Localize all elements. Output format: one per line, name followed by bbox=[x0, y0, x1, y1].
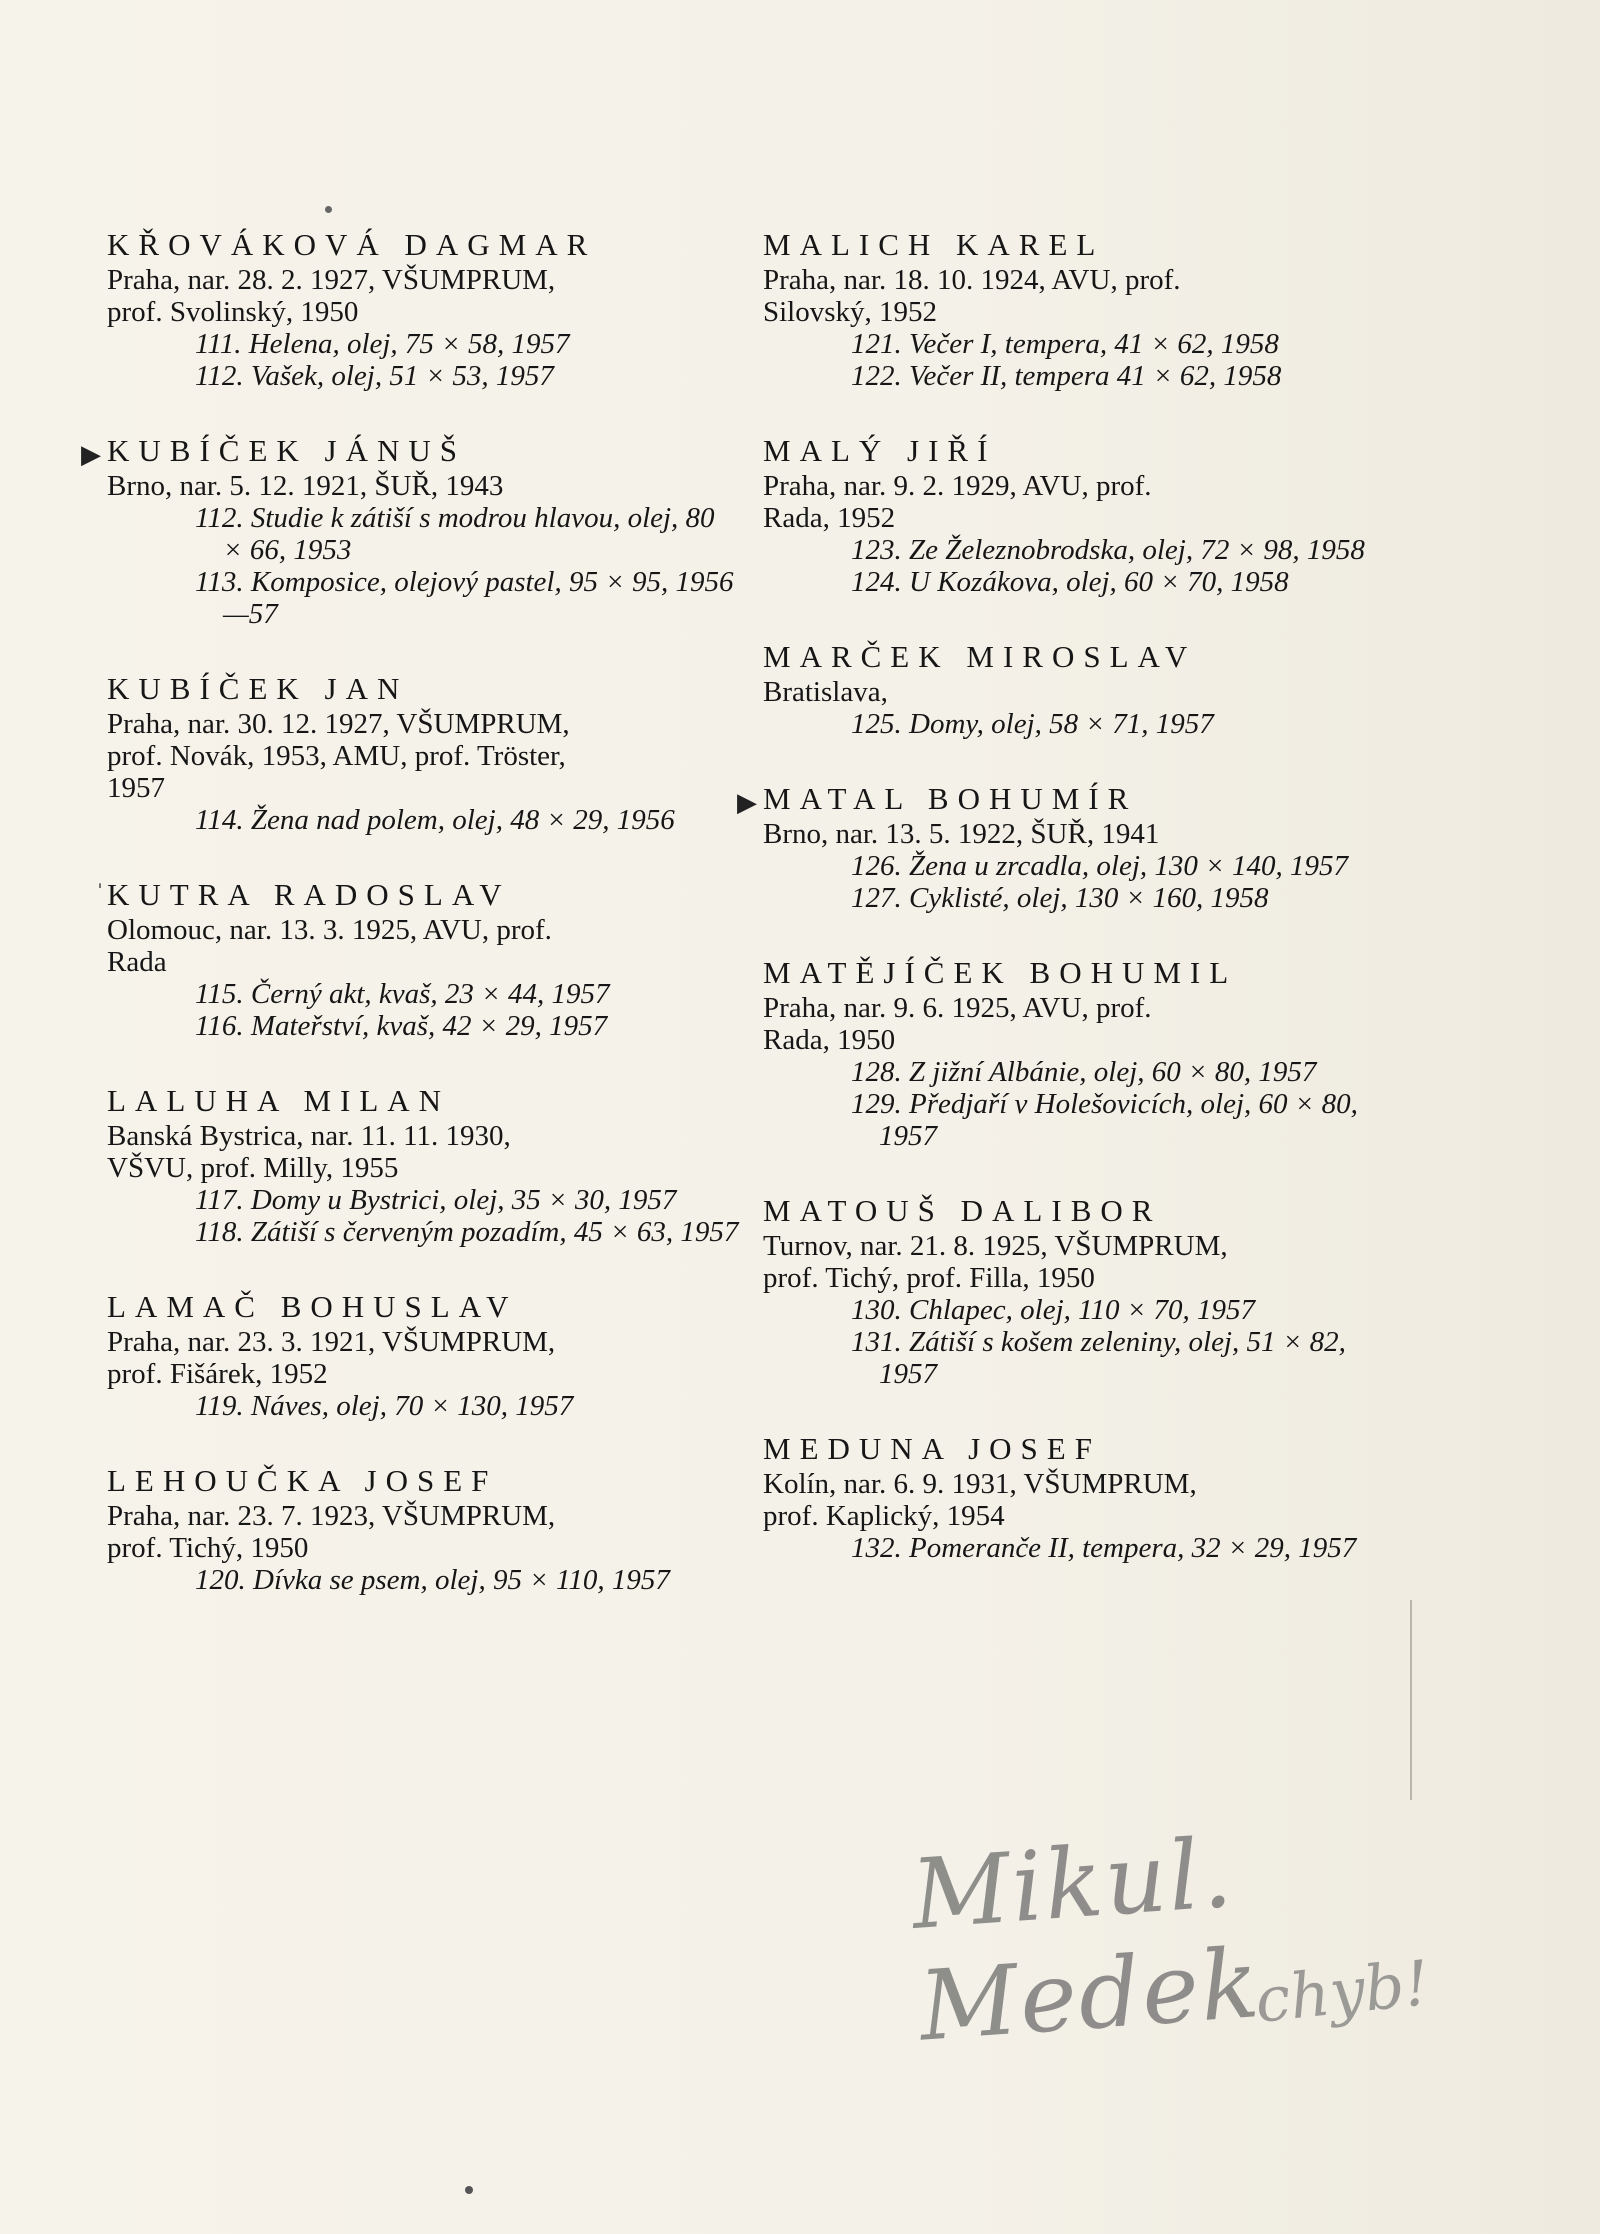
artist-entry bbox=[95, 876, 747, 1042]
artist-bio: Olomouc, nar. 13. 3. 1925, AVU, prof. bbox=[107, 914, 552, 946]
work-item: 121. Večer I, tempera, 41 × 62, 1958 bbox=[851, 328, 1279, 360]
work-item: 125. Domy, olej, 58 × 71, 1957 bbox=[851, 708, 1214, 740]
right-column bbox=[737, 226, 1403, 1604]
work-item: 123. Ze Železnobrodska, olej, 72 × 98, 1958 bbox=[851, 534, 1365, 566]
artist-entry bbox=[763, 1192, 1403, 1390]
arrow-mark-icon: ▶ bbox=[81, 440, 101, 469]
artist-name: LALUHA MILAN bbox=[107, 1083, 451, 1118]
work-item: 119. Náves, olej, 70 × 130, 1957 bbox=[195, 1390, 574, 1422]
artist-name: MATOUŠ DALIBOR bbox=[763, 1193, 1162, 1228]
handwritten-signature: Mikul. Medek bbox=[908, 1816, 1265, 2063]
work-item: 131. Zátiší s košem zeleniny, olej, 51 × 82, 1957 bbox=[851, 1326, 1346, 1390]
artist-bio: Praha, nar. 23. 3. 1921, VŠUMPRUM, bbox=[107, 1326, 556, 1358]
artist-name: ▶ MATAL BOHUMÍR bbox=[763, 780, 1403, 818]
artist-entry bbox=[107, 1462, 747, 1596]
artist-entry bbox=[763, 638, 1403, 740]
artist-name: MALICH KAREL bbox=[763, 227, 1105, 262]
artist-bio: 1957 bbox=[107, 772, 165, 804]
artist-bio: Praha, nar. 9. 2. 1929, AVU, prof. bbox=[763, 470, 1152, 502]
artist-name: MEDUNA JOSEF bbox=[763, 1431, 1101, 1466]
artist-entry bbox=[107, 226, 747, 392]
pencil-line bbox=[1410, 1600, 1412, 1800]
artist-bio: Banská Bystrica, nar. 11. 11. 1930, bbox=[107, 1120, 511, 1152]
artist-bio: Praha, nar. 18. 10. 1924, AVU, prof. bbox=[763, 264, 1181, 296]
work-item: 129. Předjaří v Holešovicích, olej, 60 × 80, 1957 bbox=[851, 1088, 1358, 1152]
work-item: 132. Pomeranče II, tempera, 32 × 29, 1957 bbox=[851, 1532, 1357, 1564]
handwritten-note: chyb! bbox=[1251, 1946, 1433, 2037]
artist-entry bbox=[107, 670, 747, 836]
work-item: 126. Žena u zrcadla, olej, 130 × 140, 1957 bbox=[851, 850, 1348, 882]
artist-name: MALÝ JIŘÍ bbox=[763, 433, 997, 468]
ink-dot bbox=[465, 2186, 473, 2194]
artist-name: LEHOUČKA JOSEF bbox=[107, 1463, 498, 1498]
artist-bio: Brno, nar. 5. 12. 1921, ŠUŘ, 1943 bbox=[107, 470, 504, 502]
artist-name: ˈ KUTRA RADOSLAV bbox=[95, 877, 511, 912]
work-item: 117. Domy u Bystrici, olej, 35 × 30, 1957 bbox=[195, 1184, 677, 1216]
artist-entry bbox=[763, 226, 1403, 392]
artist-bio: Praha, nar. 23. 7. 1923, VŠUMPRUM, bbox=[107, 1500, 556, 1532]
artist-name: LAMAČ BOHUSLAV bbox=[107, 1289, 518, 1324]
artist-name: MATĚJÍČEK BOHUMIL bbox=[763, 955, 1238, 990]
artist-bio: prof. Novák, 1953, AMU, prof. Tröster, bbox=[107, 740, 566, 772]
left-column bbox=[81, 226, 747, 1636]
artist-bio: Praha, nar. 28. 2. 1927, VŠUMPRUM, bbox=[107, 264, 556, 296]
artist-bio: prof. Svolinský, 1950 bbox=[107, 296, 359, 328]
artist-name: ▶ KUBÍČEK JÁNUŠ bbox=[107, 432, 747, 470]
work-item: 113. Komposice, olejový pastel, 95 × 95, 1956—57 bbox=[195, 566, 734, 630]
work-item: 116. Mateřství, kvaš, 42 × 29, 1957 bbox=[195, 1010, 608, 1042]
artist-entry bbox=[763, 1430, 1403, 1564]
artist-bio: prof. Tichý, 1950 bbox=[107, 1532, 309, 1564]
artist-name: MARČEK MIROSLAV bbox=[763, 639, 1197, 674]
work-item: 130. Chlapec, olej, 110 × 70, 1957 bbox=[851, 1294, 1256, 1326]
tick-mark-icon: ˈ bbox=[95, 878, 105, 911]
work-item: 111. Helena, olej, 75 × 58, 1957 bbox=[195, 328, 570, 360]
artist-bio: Rada bbox=[107, 946, 167, 978]
artist-entry bbox=[763, 432, 1403, 598]
artist-entry bbox=[763, 954, 1403, 1152]
artist-bio: prof. Fišárek, 1952 bbox=[107, 1358, 328, 1390]
work-item: 112. Vašek, olej, 51 × 53, 1957 bbox=[195, 360, 554, 392]
work-item: 118. Zátiší s červeným pozadím, 45 × 63, 1957 bbox=[195, 1216, 739, 1248]
artist-entry bbox=[107, 1082, 747, 1248]
artist-entry bbox=[81, 432, 747, 630]
artist-bio: Rada, 1952 bbox=[763, 502, 896, 534]
artist-entry bbox=[737, 780, 1403, 914]
arrow-mark-icon: ▶ bbox=[737, 788, 757, 817]
artist-bio: Rada, 1950 bbox=[763, 1024, 896, 1056]
work-item: 127. Cyklisté, olej, 130 × 160, 1958 bbox=[851, 882, 1269, 914]
work-item: 122. Večer II, tempera 41 × 62, 1958 bbox=[851, 360, 1282, 392]
work-item: 114. Žena nad polem, olej, 48 × 29, 1956 bbox=[195, 804, 675, 836]
work-item: 120. Dívka se psem, olej, 95 × 110, 1957 bbox=[195, 1564, 670, 1596]
artist-name: KŘOVÁKOVÁ DAGMAR bbox=[107, 227, 597, 262]
artist-bio: prof. Tichý, prof. Filla, 1950 bbox=[763, 1262, 1095, 1294]
artist-name: KUBÍČEK JAN bbox=[107, 671, 409, 706]
artist-bio: Brno, nar. 13. 5. 1922, ŠUŘ, 1941 bbox=[763, 818, 1160, 850]
work-item: 124. U Kozákova, olej, 60 × 70, 1958 bbox=[851, 566, 1289, 598]
work-item: 112. Studie k zátiší s modrou hlavou, olej, 80 × 66, 1953 bbox=[195, 502, 715, 566]
artist-bio: VŠVU, prof. Milly, 1955 bbox=[107, 1152, 399, 1184]
artist-bio: Silovský, 1952 bbox=[763, 296, 938, 328]
work-item: 128. Z jižní Albánie, olej, 60 × 80, 1957 bbox=[851, 1056, 1317, 1088]
artist-bio: Turnov, nar. 21. 8. 1925, VŠUMPRUM, bbox=[763, 1230, 1228, 1262]
artist-bio: Praha, nar. 9. 6. 1925, AVU, prof. bbox=[763, 992, 1152, 1024]
artist-bio: Praha, nar. 30. 12. 1927, VŠUMPRUM, bbox=[107, 708, 570, 740]
artist-entry bbox=[107, 1288, 747, 1422]
artist-bio: prof. Kaplický, 1954 bbox=[763, 1500, 1005, 1532]
artist-bio: Kolín, nar. 6. 9. 1931, VŠUMPRUM, bbox=[763, 1468, 1197, 1500]
artist-bio: Bratislava, bbox=[763, 676, 888, 708]
work-item: 115. Černý akt, kvaš, 23 × 44, 1957 bbox=[195, 978, 610, 1010]
ink-dot bbox=[325, 206, 332, 213]
